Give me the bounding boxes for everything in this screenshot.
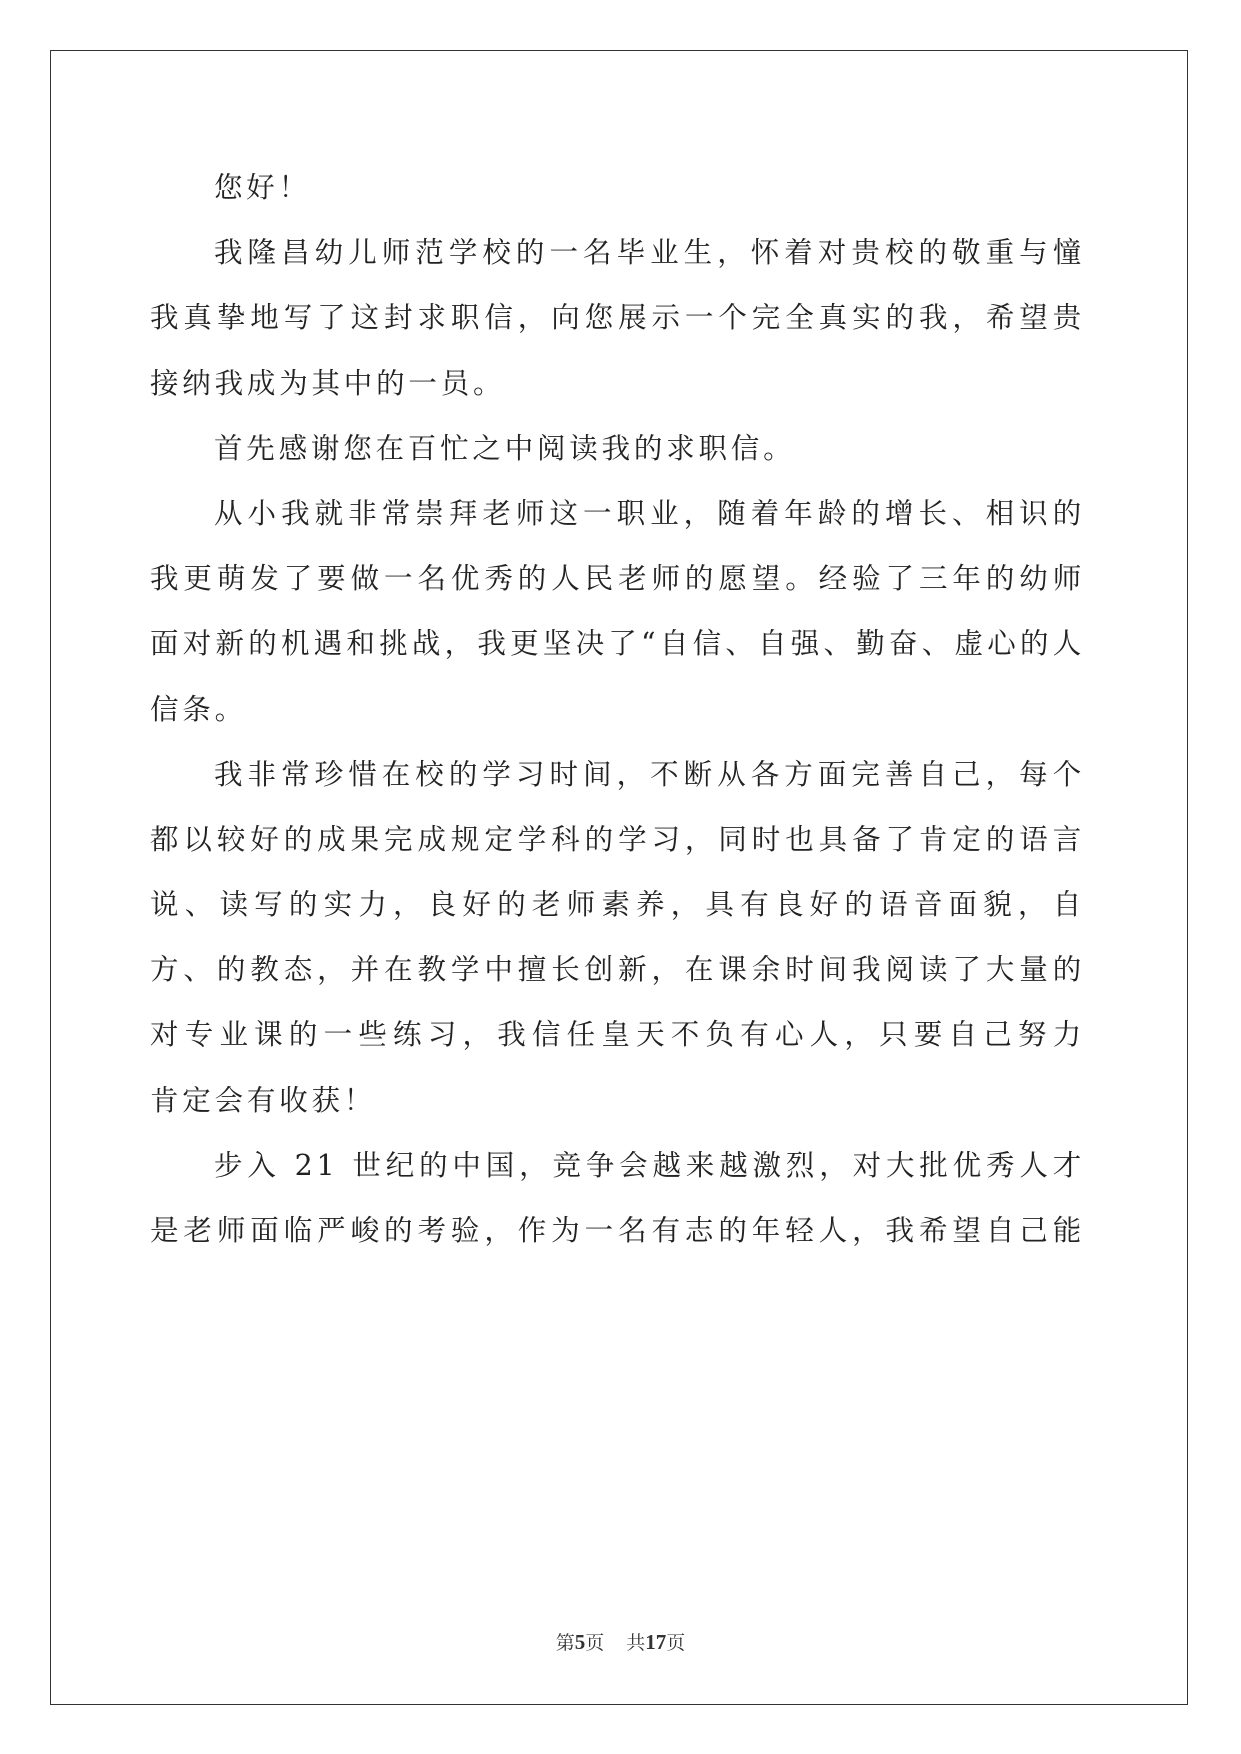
text-line: 方、的教态，并在教学中擅长创新，在课余时间我阅读了大量的 [150, 953, 1085, 987]
document-body [150, 155, 1085, 1263]
text-line: 我非常珍惜在校的学习时间，不断从各方面完善自己，每个 [214, 757, 1085, 791]
text-line: 我更萌发了要做一名优秀的人民老师的愿望。经验了三年的幼师 [150, 562, 1085, 596]
text-line: 从小我就非常崇拜老师这一职业，随着年龄的增长、相识的 [214, 496, 1085, 530]
text-line: 都以较好的成果完成规定学科的学习，同时也具备了肯定的语言 [150, 822, 1085, 856]
text-line: 我真挚地写了这封求职信，向您展示一个完全真实的我，希望贵 [150, 301, 1085, 335]
text-line: 肯定会有收获！ [150, 1083, 377, 1117]
footer-page-prefix: 第 [555, 1632, 575, 1654]
footer-total-suffix: 页 [666, 1632, 686, 1654]
footer-page-number: 5 [574, 1630, 586, 1654]
text-line: 首先感谢您在百忙之中阅读我的求职信。 [214, 431, 796, 465]
text-line: 您好！ [214, 171, 311, 204]
text-line: 信条。 [150, 692, 247, 726]
text-line: 面对新的机遇和挑战，我更坚决了“自信、自强、勤奋、虚心的人 [150, 627, 1085, 661]
text-line: 接纳我成为其中的一员。 [150, 366, 506, 400]
footer-page-suffix: 页 [585, 1632, 605, 1654]
text-line: 是老师面临严峻的考验，作为一名有志的年轻人，我希望自己能 [150, 1214, 1085, 1247]
footer-total-prefix: 共 [626, 1632, 646, 1654]
page-footer [0, 1628, 1241, 1655]
text-line: 步入 21 世纪的中国，竞争会越来越激烈，对大批优秀人才 [214, 1148, 1085, 1182]
text-line: 我隆昌幼儿师范学校的一名毕业生，怀着对贵校的敬重与憧 [214, 236, 1085, 270]
footer-total-pages: 17 [645, 1630, 667, 1654]
text-line: 说、读写的实力，良好的老师素养，具有良好的语音面貌，自 [150, 888, 1085, 922]
text-line: 对专业课的一些练习，我信任皇天不负有心人，只要自己努力 [150, 1018, 1085, 1052]
